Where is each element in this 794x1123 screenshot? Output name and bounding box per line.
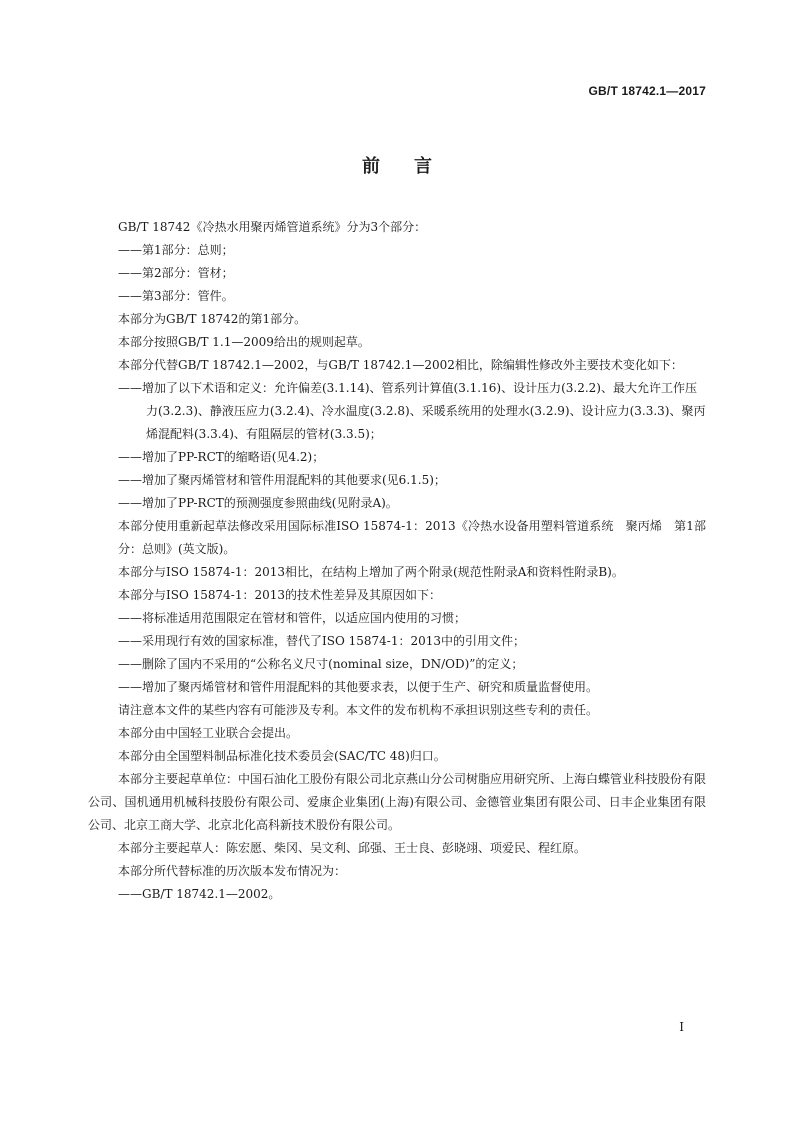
page-number: I xyxy=(679,1020,684,1034)
paragraph: 本部分为GB/T 18742的第1部分。 xyxy=(118,312,307,326)
list-item: ——第2部分：管材； xyxy=(118,266,234,280)
list-item: ——增加了以下术语和定义：允许偏差(3.1.14)、管系列计算值(3.1.16)、设计压力(3.2.2)、最大允许工作压力(3.2.3)、静液压应力(3.2.4)、冷水温度(3.2.8)、采暖系统用的处理水(3.2.9)、设计应力(3.3.3)、聚丙烯混配料(3.3.4)、有阻隔层的管材(3.3.5)； xyxy=(118,381,706,441)
standard-code: GB/T 18742.1—2017 xyxy=(588,84,706,98)
list-item: ——将标准适用范围限定在管材和管件，以适应国内使用的习惯； xyxy=(118,611,467,625)
preface-body xyxy=(88,216,707,906)
paragraph: 本部分与ISO 15874-1：2013的技术性差异及其原因如下： xyxy=(118,588,442,602)
list-item: ——增加了PP-RCT的缩略语(见4.2)； xyxy=(118,450,325,464)
paragraph: 本部分使用重新起草法修改采用国际标准ISO 15874-1：2013《冷热水设备用塑料管道系统 聚丙烯 第1部分：总则》(英文版)。 xyxy=(118,519,706,556)
list-item: ——删除了国内不采用的“公称名义尺寸(nominal size，DN/OD)”的定义； xyxy=(118,657,524,671)
list-item: ——增加了聚丙烯管材和管件用混配料的其他要求(见6.1.5)； xyxy=(118,473,446,487)
paragraph: 请注意本文件的某些内容有可能涉及专利。本文件的发布机构不承担识别这些专利的责任。 xyxy=(118,703,599,717)
paragraph: 本部分所代替标准的历次版本发布情况为： xyxy=(118,864,347,878)
paragraph: 本部分主要起草人：陈宏愿、柴冈、吴文利、邱强、王士良、彭晓翊、项爱民、程红原。 xyxy=(118,841,587,855)
list-item: ——GB/T 18742.1—2002。 xyxy=(118,887,281,901)
page-title: 前言 xyxy=(362,156,466,177)
paragraph: 本部分与ISO 15874-1：2013相比，在结构上增加了两个附录(规范性附录A和资料性附录B)。 xyxy=(118,565,624,579)
paragraph: 本部分按照GB/T 1.1—2009给出的规则起草。 xyxy=(118,335,370,349)
paragraph: 本部分主要起草单位：中国石油化工股份有限公司北京燕山分公司树脂应用研究所、上海白蝶管业科技股份有限公司、国机通用机械科技股份有限公司、爱康企业集团(上海)有限公司、金德管业集团有限公司、日丰企业集团有限公司、北京工商大学、北京北化高科新技术股份有限公司。 xyxy=(88,772,707,832)
list-item: ——增加了PP-RCT的预测强度参照曲线(见附录A)。 xyxy=(118,496,398,510)
paragraph: 本部分由全国塑料制品标准化技术委员会(SAC/TC 48)归口。 xyxy=(118,749,446,763)
list-item: ——采用现行有效的国家标准，替代了ISO 15874-1：2013中的引用文件； xyxy=(118,634,526,648)
paragraph: 本部分由中国轻工业联合会提出。 xyxy=(118,726,299,740)
list-item: ——增加了聚丙烯管材和管件用混配料的其他要求表，以便于生产、研究和质量监督使用。 xyxy=(118,680,599,694)
paragraph: GB/T 18742《冷热水用聚丙烯管道系统》分为3个部分： xyxy=(118,220,427,234)
paragraph: 本部分代替GB/T 18742.1—2002，与GB/T 18742.1—2002相比，除编辑性修改外主要技术变化如下： xyxy=(118,358,683,372)
list-item: ——第1部分：总则； xyxy=(118,243,234,257)
list-item: ——第3部分：管件。 xyxy=(118,289,234,303)
